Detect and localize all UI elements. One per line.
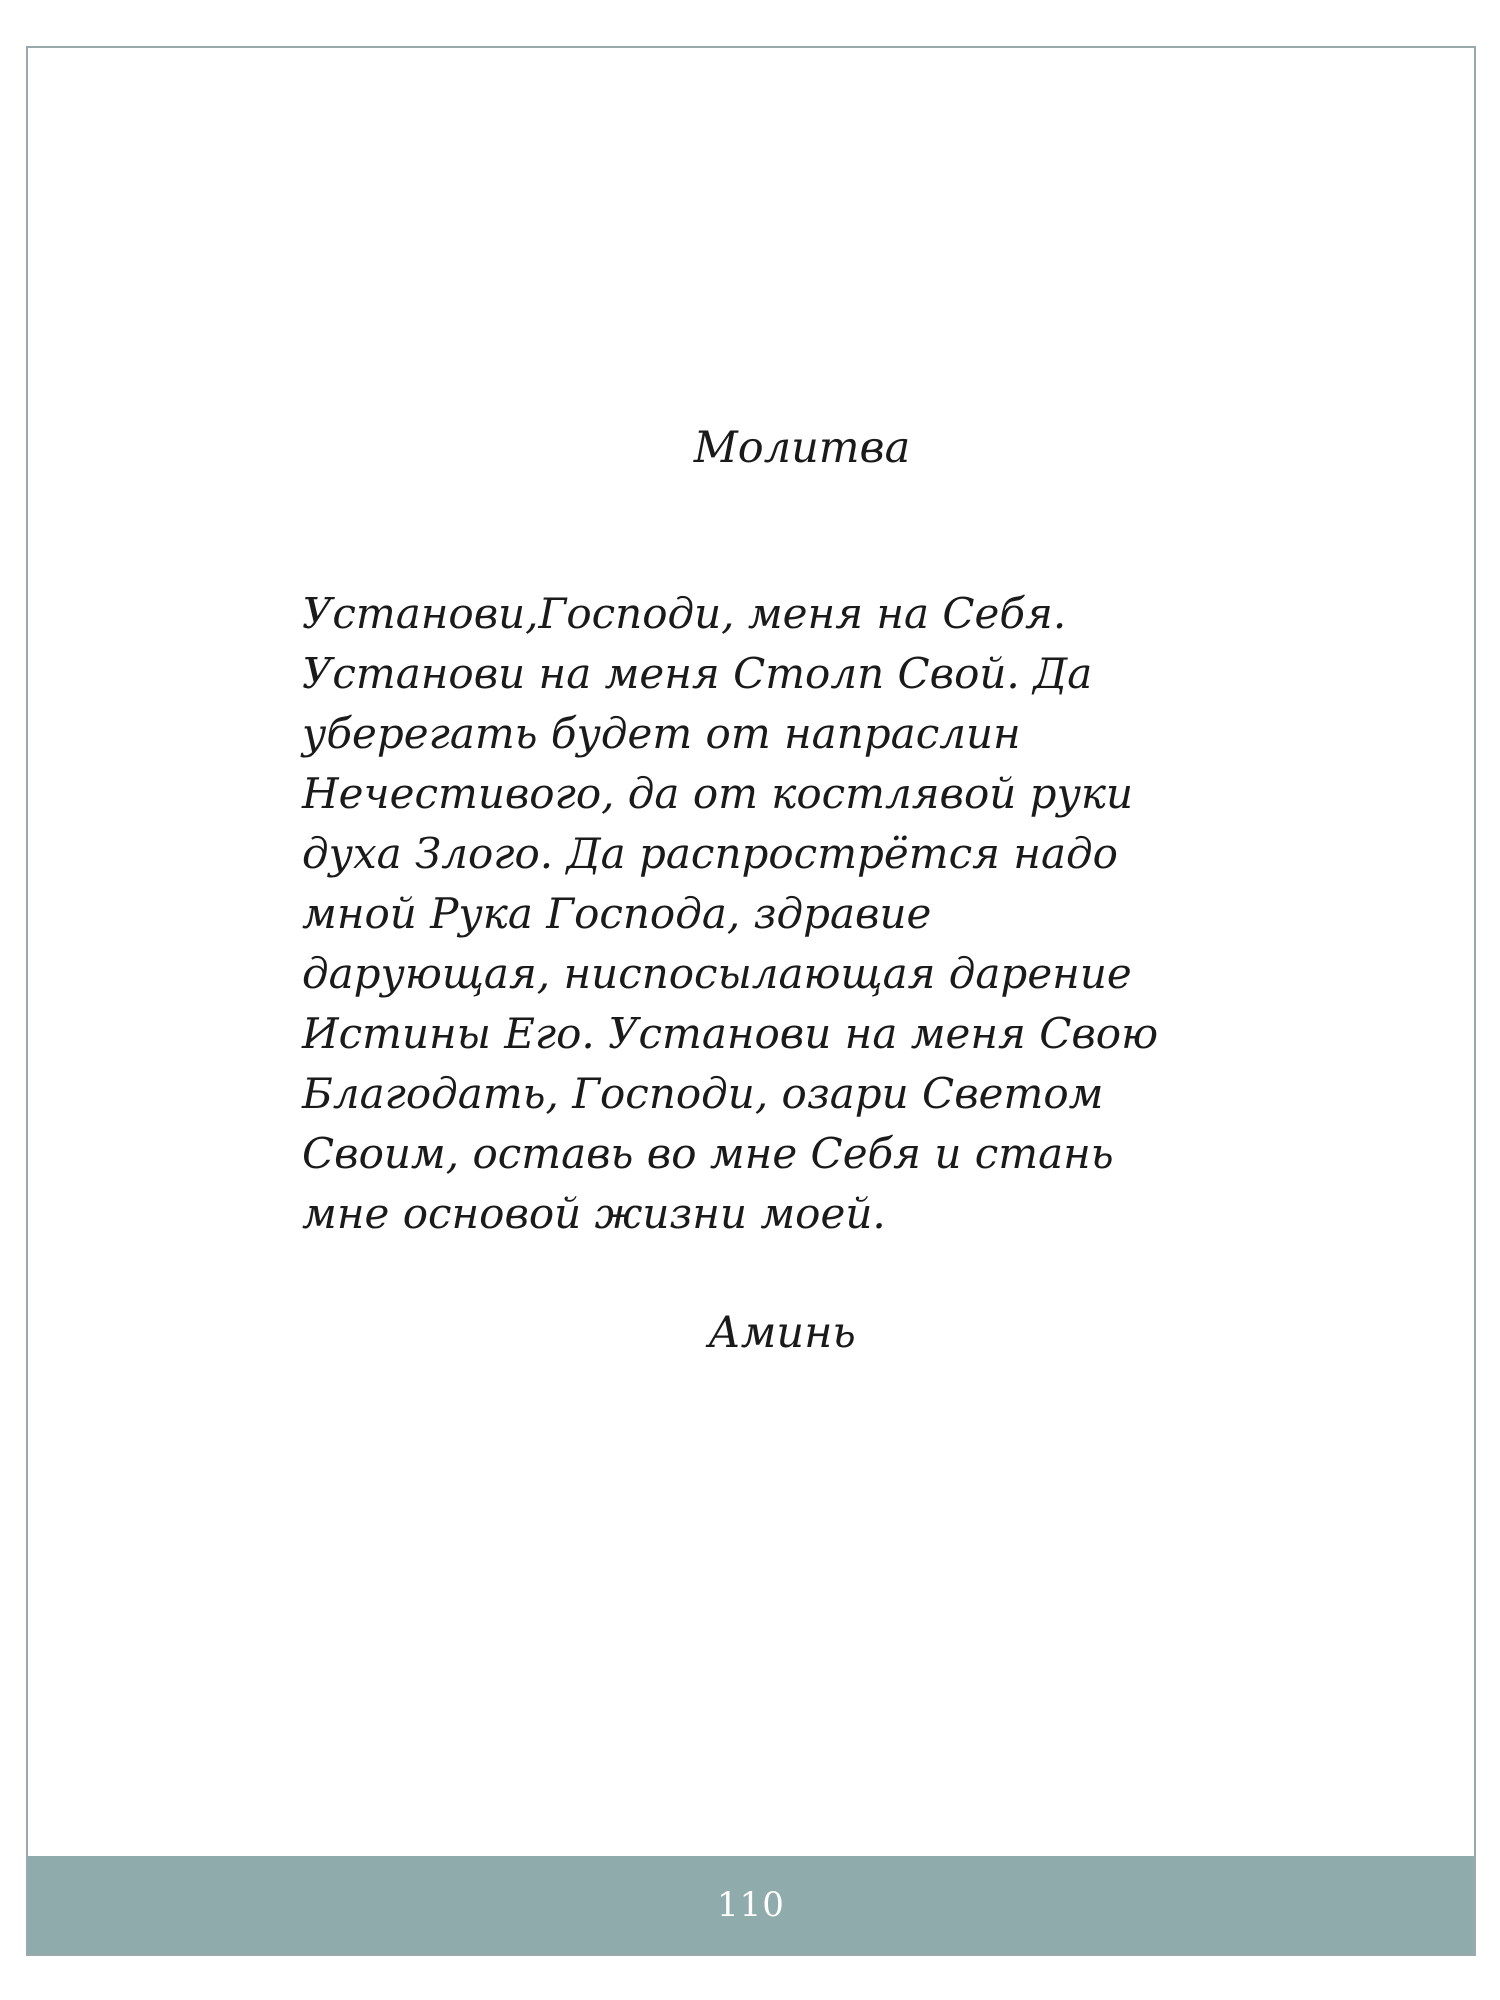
text-line: Установи на меня Столп Свой. Да [302, 649, 1093, 698]
page-frame [26, 46, 1476, 1956]
text-line: Благодать, Господи, озари Светом [302, 1069, 1104, 1118]
page-title: Молитва [693, 423, 911, 473]
text-line: Своим, оставь во мне Себя и стань [302, 1129, 1114, 1178]
closing-word: Аминь [708, 1308, 856, 1358]
text-line: уберегать будет от напраслин [302, 709, 1021, 758]
text-line: мне основой жизни моей. [302, 1189, 886, 1238]
prayer-text [302, 584, 1158, 1244]
footer-bar [28, 1856, 1474, 1954]
text-line: Нечестивого, да от костлявой руки [302, 769, 1134, 818]
text-line: дарующая, ниспосылающая дарение [302, 949, 1132, 998]
text-line: мной Рука Господа, здравие [302, 889, 932, 938]
text-line: Истины Его. Установи на меня Свою [302, 1009, 1159, 1058]
page-number: 110 [717, 1885, 785, 1925]
text-line: духа Злого. Да распрострётся надо [302, 829, 1118, 878]
text-line: Установи,Господи, меня на Себя. [302, 589, 1067, 638]
